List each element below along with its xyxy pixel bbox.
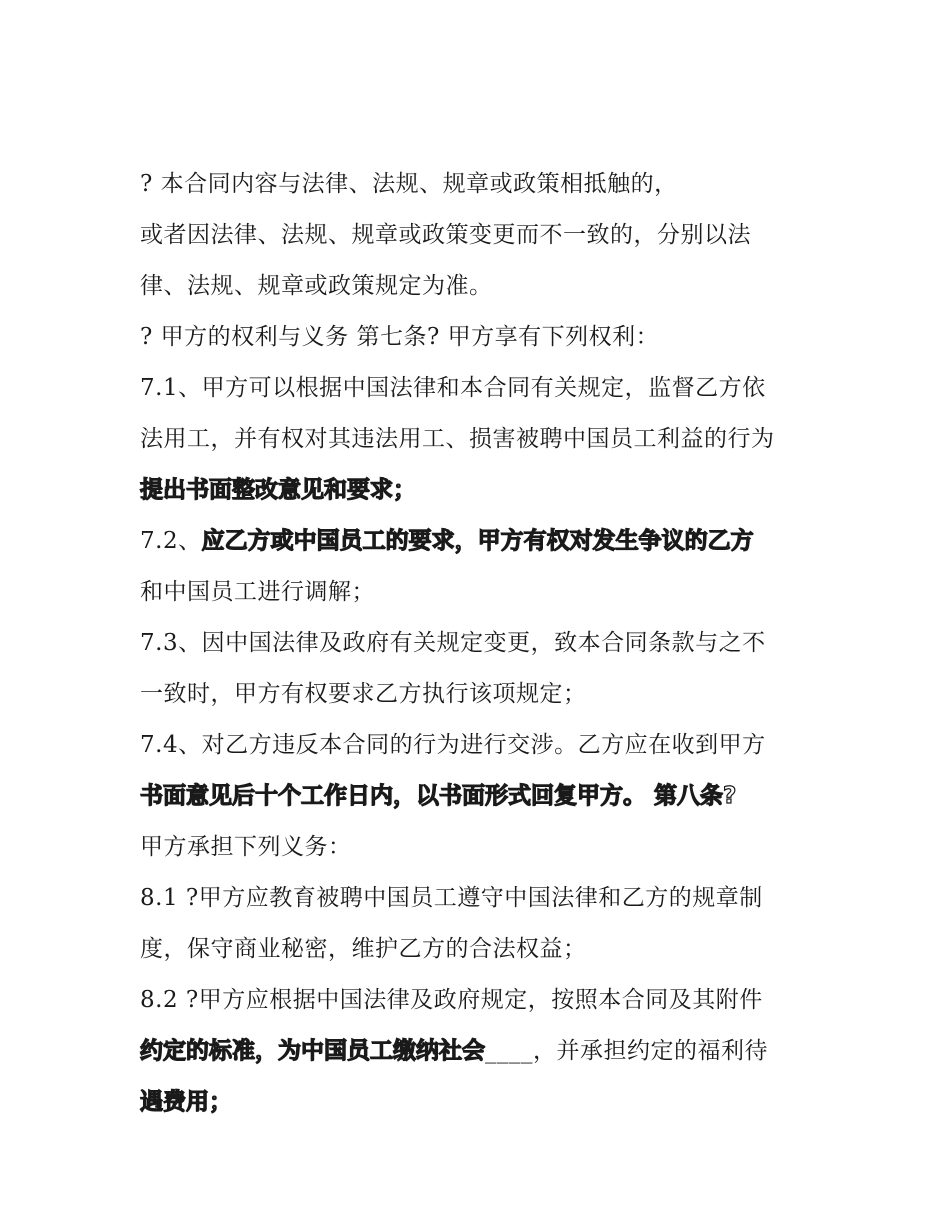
text-line: 8.1 ?甲方应教育被聘中国员工遵守中国法律和乙方的规章制 xyxy=(140,885,763,911)
text-line: 度，保守商业秘密，维护乙方的合法权益； xyxy=(140,936,587,962)
text-line: 7.4、对乙方违反本合同的行为进行交涉。乙方应在收到甲方 xyxy=(140,732,766,758)
outlined-text: 约定的标准，为中国员工缴纳社会 xyxy=(140,1038,485,1064)
text-line: 或者因法律、法规、规章或政策变更而不一致的，分别以法 xyxy=(140,222,751,248)
text-line-outlined: 书面意见后十个工作日内，以书面形式回复甲方。 第八条? xyxy=(140,783,737,809)
text-line: 7.1、甲方可以根据中国法律和本合同有关规定，监督乙方依 xyxy=(140,375,766,401)
text-line: 8.2 ?甲方应根据中国法律及政府规定，按照本合同及其附件 xyxy=(140,987,763,1013)
text-line-outlined: 提出书面整改意见和要求； xyxy=(140,477,416,503)
text-line: 甲方承担下列义务： xyxy=(140,834,352,860)
plain-text: ____，并承担约定的福利待 xyxy=(485,1038,768,1064)
text-line: 律、法规、规章或政策规定为准。 xyxy=(140,273,493,299)
text-line-outlined: 遇费用； xyxy=(140,1089,232,1115)
text-line: 和中国员工进行调解； xyxy=(140,579,375,605)
article-heading-placeholder xyxy=(140,108,820,159)
text-line: 7.3、因中国法律及政府有关规定变更，致本合同条款与之不 xyxy=(140,630,766,656)
text-line: 一致时，甲方有权要求乙方执行该项规定； xyxy=(140,681,587,707)
text-line-mixed xyxy=(140,1026,820,1077)
clause-number: 7.2、 xyxy=(140,528,202,554)
text-line: 法用工，并有权对其违法用工、损害被聘中国员工利益的行为 xyxy=(140,426,775,452)
text-line-mixed xyxy=(140,516,820,567)
text-line: ? 本合同内容与法律、法规、规章或政策相抵触的， xyxy=(140,171,678,197)
contract-text xyxy=(140,108,820,1128)
outlined-text: 应乙方或中国员工的要求，甲方有权对发生争议的乙方 xyxy=(201,528,754,554)
text-line: ? 甲方的权利与义务 第七条? 甲方享有下列权利： xyxy=(140,324,660,350)
